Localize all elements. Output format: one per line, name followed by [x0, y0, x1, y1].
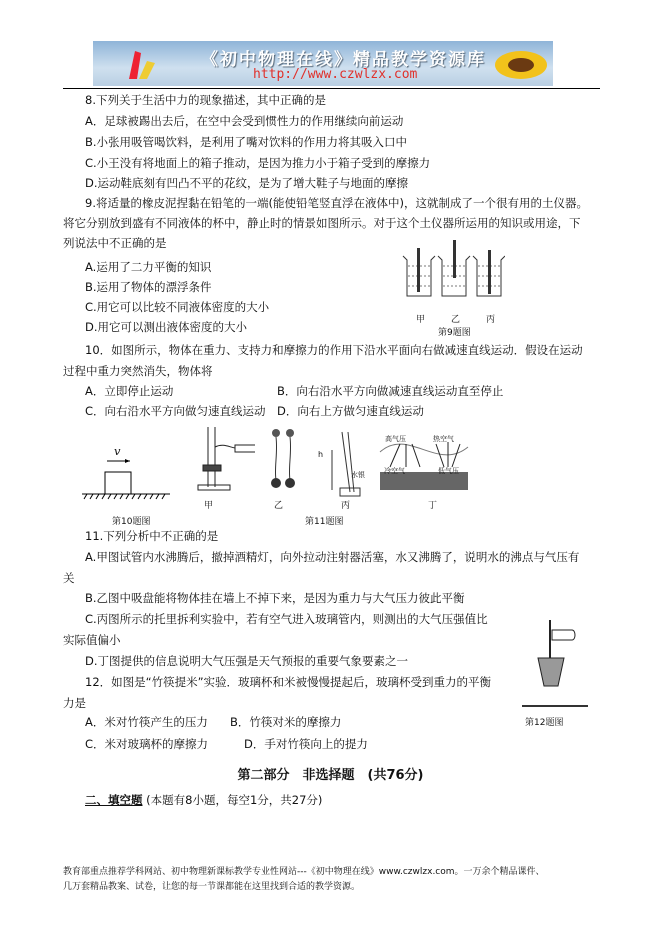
q12-caption: 第12题图 — [525, 718, 564, 728]
velocity-label: v — [114, 444, 121, 458]
hot-air-label: 热空气 — [433, 435, 454, 443]
q8-option-b: B.小张用吸管喝饮料，是利用了嘴对饮料的作用力将其吸入口中 — [85, 135, 408, 149]
fig11-caption: 第11题图 — [305, 517, 344, 527]
section-label: 二、填空题 — [85, 793, 143, 807]
fig11-label-yi: 乙 — [274, 501, 284, 511]
q12-option-d: D．手对竹筷向上的提力 — [244, 737, 368, 751]
section-note: (本题有8小题，每空1分，共27分) — [146, 793, 323, 807]
q12-option-c: C．米对玻璃杯的摩擦力 — [85, 737, 209, 751]
q10-stem-2: 过程中重力突然消失，物体将 — [63, 364, 213, 378]
fig11-apparatus-jia — [195, 425, 255, 495]
q8-option-d: D.运动鞋底刻有凹凸不平的花纹，是为了增大鞋子与地面的摩擦 — [85, 176, 409, 190]
q12-option-b: B．竹筷对米的摩擦力 — [230, 715, 342, 729]
q8-stem: 8.下列关于生活中力的现象描述，其中正确的是 — [85, 93, 326, 107]
q9-option-d: D.用它可以测出液体密度的大小 — [85, 320, 248, 334]
q12-chopstick-rice-figure — [518, 618, 590, 708]
fig11-label-ding: 丁 — [428, 501, 438, 511]
part2-title: 第二部分 非选择题 (共76分) — [237, 768, 424, 783]
q9-label-jia: 甲 — [416, 315, 426, 325]
q10-block-figure — [80, 440, 175, 500]
q9-caption: 第9题图 — [438, 328, 471, 338]
q9-beakers-figure — [395, 240, 505, 310]
q11-option-c-cont: 实际值偏小 — [63, 633, 121, 647]
mercury-label: 水银 — [351, 471, 365, 479]
q8-option-c: C.小王没有将地面上的箱子推动，是因为推力小于箱子受到的摩擦力 — [85, 156, 431, 170]
q10-option-d: D．向右上方做匀速直线运动 — [277, 404, 424, 418]
q9-option-c: C.用它可以比较不同液体密度的大小 — [85, 300, 270, 314]
q9-option-a: A.运用了二力平衡的知识 — [85, 260, 212, 274]
q11-option-a: A.甲图试管内水沸腾后，撤掉酒精灯，向外拉动注射器活塞，水又沸腾了，说明水的沸点与气压有 — [85, 550, 580, 564]
sunflower-icon — [491, 43, 551, 86]
q9-label-yi: 乙 — [451, 315, 461, 325]
q10-option-c: C．向右沿水平方向做匀速直线运动 — [85, 404, 266, 418]
q10-stem-1: 10．如图所示，物体在重力、支持力和摩擦力的作用下沿水平面向右做减速直线运动．假设在运动 — [85, 343, 583, 357]
q10-caption: 第10题图 — [112, 517, 151, 527]
site-banner[interactable] — [93, 41, 553, 86]
q11-option-a-cont: 关 — [63, 571, 75, 585]
q12-stem-1: 12．如图是“竹筷提米”实验．玻璃杯和米被慢慢提起后，玻璃杯受到重力的平衡 — [85, 675, 492, 689]
low-pressure-label: 低气压 — [438, 467, 459, 475]
q12-option-a: A．米对竹筷产生的压力 — [85, 715, 208, 729]
cold-air-label: 冷空气 — [384, 467, 405, 475]
high-pressure-label: 高气压 — [385, 435, 406, 443]
q11-stem: 11.下列分析中不正确的是 — [85, 529, 219, 543]
footer-line-2: 几万套精品教案、试卷，让您的每一节课都能在这里找到合适的教学资源。 — [63, 882, 361, 892]
footer-line-1: 教育部重点推荐学科网站、初中物理新课标教学专业性网站---《初中物理在线》www.czwlzx.com。一万余个精品课件、 — [63, 867, 545, 877]
fig11-label-bing: 丙 — [341, 501, 351, 511]
q11-option-b: B.乙图中吸盘能将物体挂在墙上不掉下来，是因为重力与大气压力彼此平衡 — [85, 591, 465, 605]
fig11-label-jia: 甲 — [204, 501, 214, 511]
q11-option-c: C.丙图所示的托里拆利实验中，若有空气进入玻璃管内，则测出的大气压强值比 — [85, 612, 488, 626]
torricelli-h-label: h — [318, 450, 324, 459]
fig11-torricelli-bing — [328, 430, 368, 500]
q10-option-a: A．立即停止运动 — [85, 384, 174, 398]
q9-label-bing: 丙 — [486, 315, 496, 325]
logo-icon — [121, 47, 161, 83]
q9-stem-2: 将它分别放到盛有不同液体的杯中，静止时的情景如图所示。对于这个土仪器所运用的知识或用途，下 — [63, 216, 581, 230]
q9-option-b: B.运用了物体的漂浮条件 — [85, 280, 212, 294]
fig11-suction-cups-yi — [268, 428, 308, 488]
q12-stem-2: 力是 — [63, 696, 86, 710]
q8-option-a: A．足球被踢出去后，在空中会受到惯性力的作用继续向前运动 — [85, 114, 404, 128]
q9-stem-1: 9.将适量的橡皮泥捏黏在铅笔的一端(能使铅笔竖直浮在液体中)，这就制成了一个很有用的土仪器。 — [85, 196, 588, 210]
header-rule — [63, 88, 600, 89]
banner-url[interactable]: http://www.czwlzx.com — [253, 67, 418, 82]
q9-stem-3: 列说法中不正确的是 — [63, 236, 167, 250]
q10-option-b: B．向右沿水平方向做减速直线运动直至停止 — [277, 384, 504, 398]
banner-title: 《初中物理在线》精品教学资源库 — [201, 50, 486, 70]
q11-option-d: D.丁图提供的信息说明大气压强是天气预报的重要气象要素之一 — [85, 654, 409, 668]
